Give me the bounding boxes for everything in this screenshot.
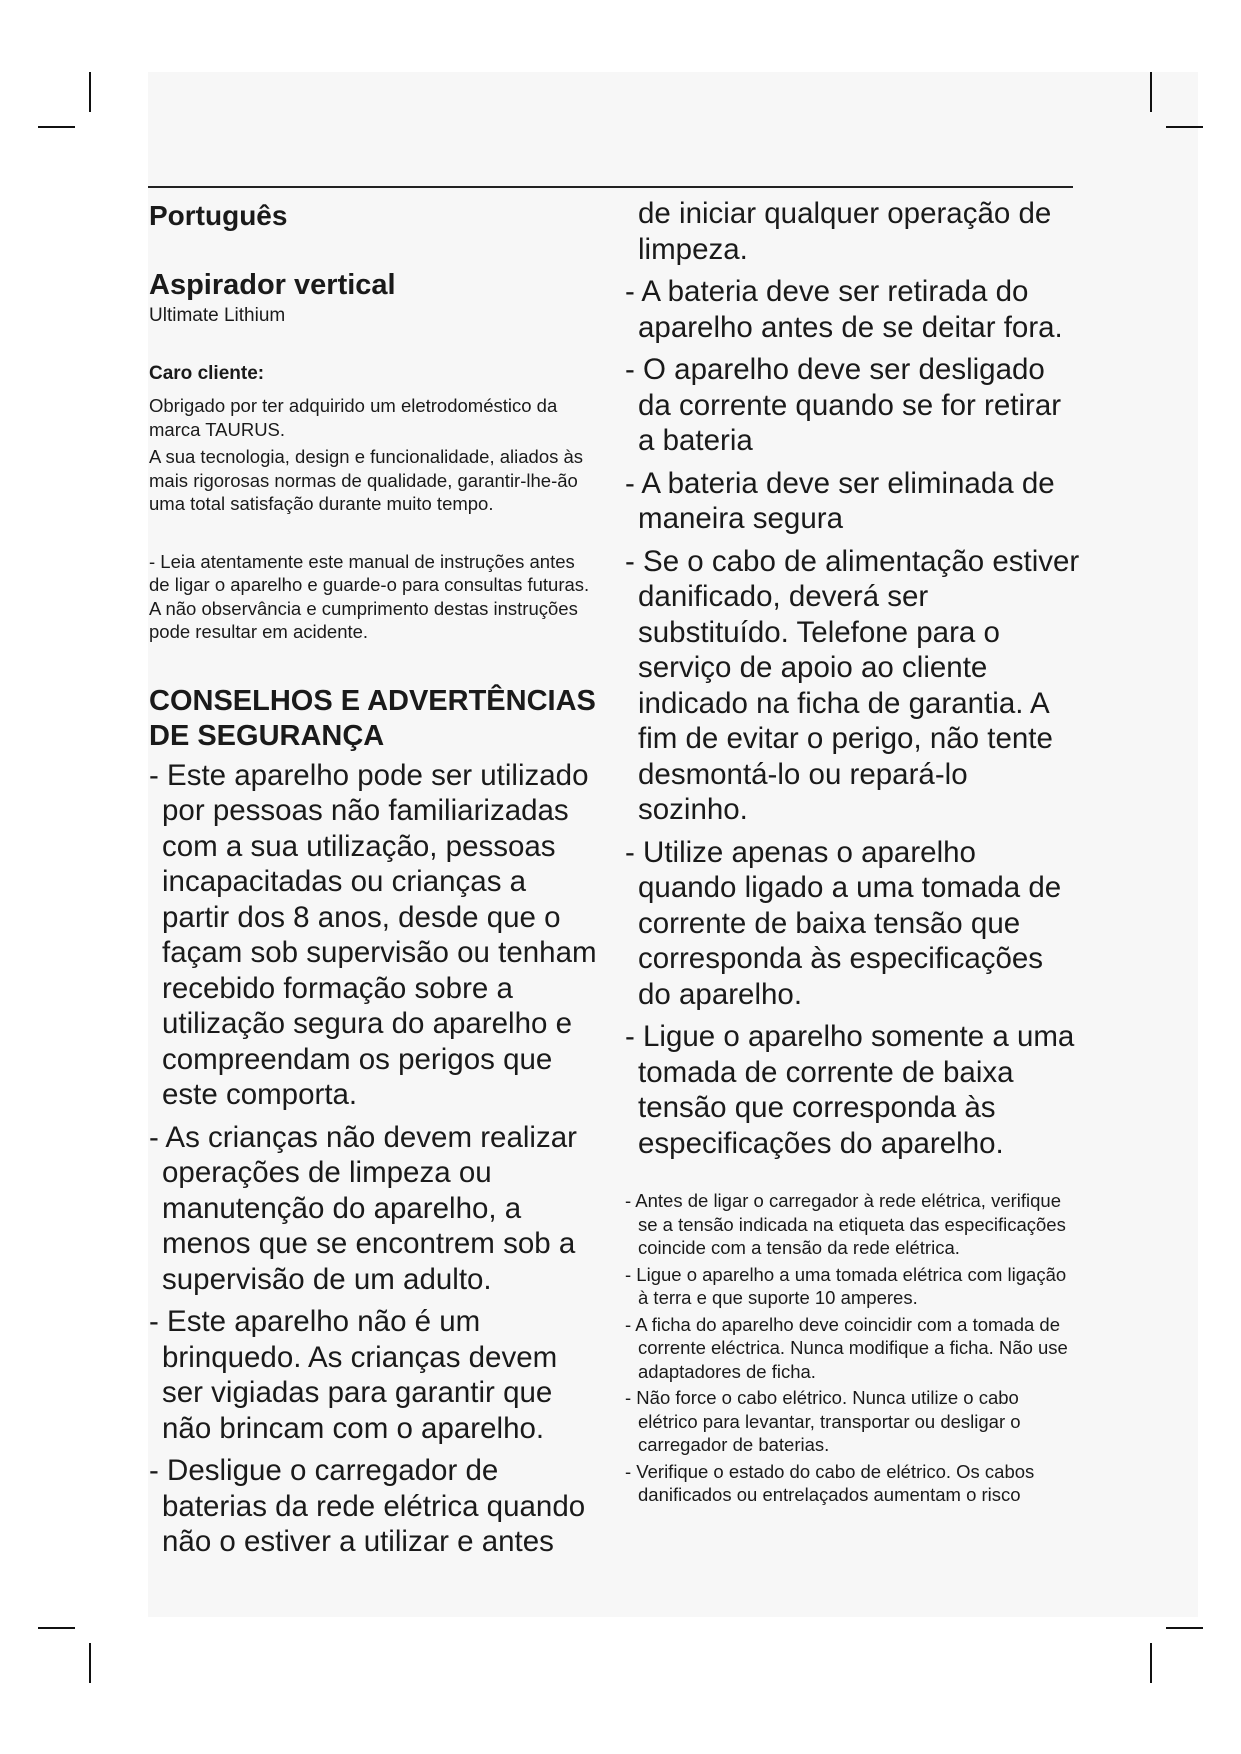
- small-safety-item: - Não force o cabo elétrico. Nunca utilize o cabo elétrico para levantar, transportar ou desligar o carregador de baterias.: [625, 1387, 1021, 1455]
- header-rule: [148, 186, 1073, 188]
- crop-mark-bottom-right-vertical: [1150, 1643, 1152, 1683]
- intro-paragraph: Obrigado por ter adquirido um eletrodoméstico da marca TAURUS.: [149, 395, 558, 440]
- intro-warning: - Leia atentamente este manual de instruções antes de ligar o aparelho e guarde-o para consultas futuras. A não observância e cumprimento destas instruções pode resultar em acidente.: [149, 550, 590, 642]
- safety-item: - Desligue o carregador de baterias da rede elétrica quando não o estiver a utilizar e antes: [149, 1454, 586, 1558]
- small-safety-item: - Verifique o estado do cabo de elétrico. Os cabos danificados ou entrelaçados aumentam o risco: [625, 1460, 1035, 1505]
- language-heading: Português: [149, 200, 288, 231]
- safety-item: - A bateria deve ser eliminada de maneira segura: [625, 466, 1055, 535]
- safety-item: - Se o cabo de alimentação estiver danificado, deverá ser substituído. Telefone para o serviço de apoio ao cliente indicado na ficha de garantia. A fim de evitar o perigo, não tente desmontá-lo ou repará-lo sozinho.: [625, 544, 1080, 826]
- right-column: [625, 196, 1080, 1507]
- model-name: Ultimate Lithium: [149, 305, 286, 326]
- crop-mark-bottom-left-horizontal: [38, 1627, 75, 1629]
- safety-item: - Este aparelho pode ser utilizado por pessoas não familiarizadas com a sua utilização, pessoas incapacitadas ou crianças a partir dos 8 anos, desde que o façam sob supervisão ou tenham recebido formação sobre a utilização segura do aparelho e compreendam os perigos que este comporta.: [149, 758, 597, 1111]
- small-safety-item: - Antes de ligar o carregador à rede elétrica, verifique se a tensão indicada na etiqueta das especificações coincide com a tensão da rede elétrica.: [625, 1190, 1066, 1258]
- crop-mark-bottom-left-vertical: [89, 1643, 91, 1683]
- safety-heading: CONSELHOS E ADVERTÊNCIAS DE SEGURANÇA: [149, 684, 596, 752]
- intro-paragraph: A sua tecnologia, design e funcionalidade, aliados às mais rigorosas normas de qualidade, garantir-lhe-ão uma total satisfação durante muito tempo.: [149, 446, 584, 514]
- safety-item: - As crianças não devem realizar operações de limpeza ou manutenção do aparelho, a menos que se encontrem sob a supervisão de um adulto.: [149, 1120, 577, 1296]
- crop-mark-bottom-right-horizontal: [1166, 1627, 1203, 1629]
- greeting: Caro cliente:: [149, 363, 265, 384]
- crop-mark-top-left-horizontal: [38, 126, 75, 128]
- safety-item: - Este aparelho não é um brinquedo. As crianças devem ser vigiadas para garantir que não brincam com o aparelho.: [149, 1305, 558, 1445]
- small-safety-item: - A ficha do aparelho deve coincidir com a tomada de corrente eléctrica. Nunca modifique a ficha. Não use adaptadores de ficha.: [625, 1313, 1068, 1382]
- safety-item: - Ligue o aparelho somente a uma tomada de corrente de baixa tensão que corresponda às especificações do aparelho.: [625, 1020, 1075, 1160]
- safety-item: - A bateria deve ser retirada do aparelho antes de se deitar fora.: [625, 275, 1063, 344]
- small-safety-list: [625, 1189, 1080, 1507]
- safety-item-continuation: de iniciar qualquer operação de limpeza.: [638, 197, 1052, 266]
- crop-mark-top-right-horizontal: [1166, 126, 1203, 128]
- left-column: [149, 196, 599, 1560]
- crop-mark-top-right-vertical: [1150, 72, 1152, 112]
- small-safety-item: - Ligue o aparelho a uma tomada elétrica com ligação à terra e que suporte 10 amperes.: [625, 1263, 1067, 1308]
- safety-item: - Utilize apenas o aparelho quando ligado a uma tomada de corrente de baixa tensão que corresponda às especificações do aparelho.: [625, 835, 1062, 1011]
- product-title: Aspirador vertical: [149, 269, 396, 301]
- safety-item: - O aparelho deve ser desligado da corrente quando se for retirar a bateria: [625, 353, 1062, 457]
- crop-mark-top-left-vertical: [89, 72, 91, 112]
